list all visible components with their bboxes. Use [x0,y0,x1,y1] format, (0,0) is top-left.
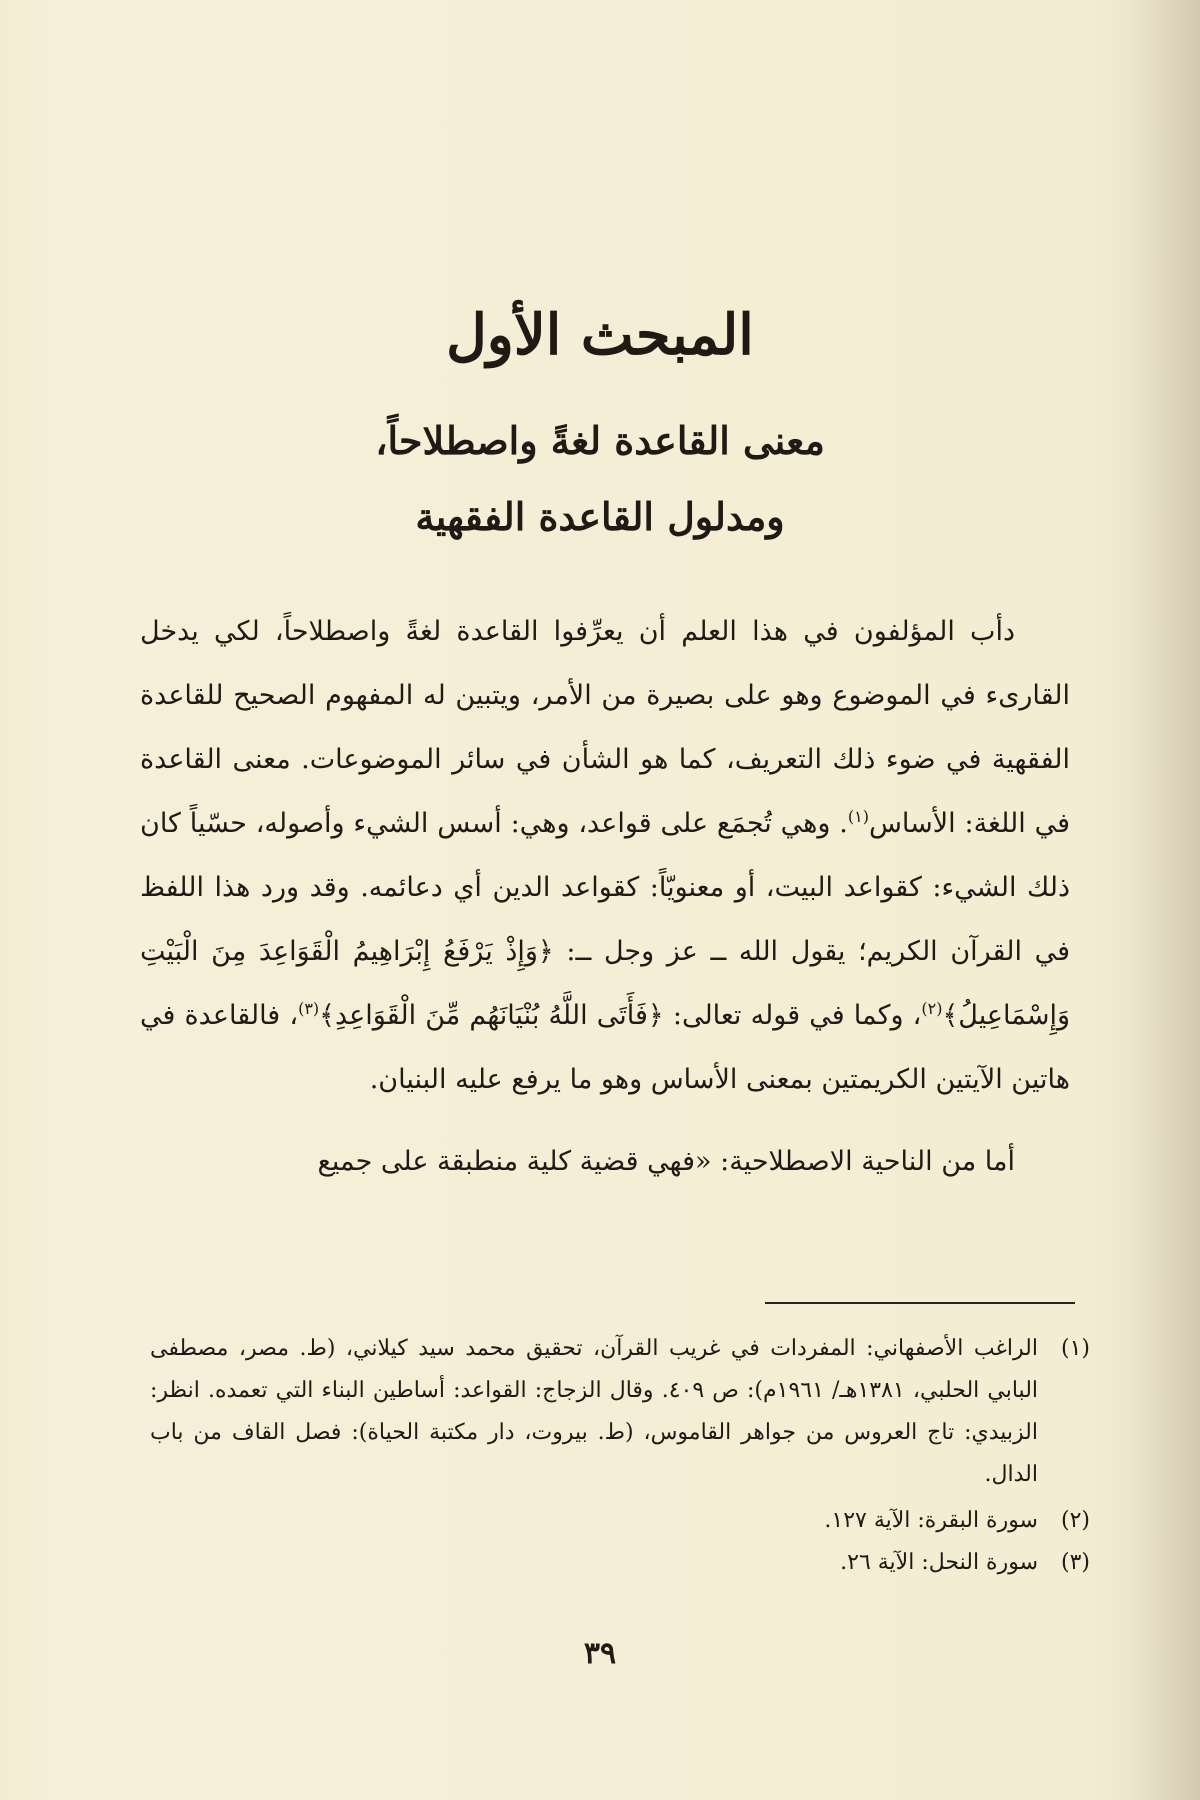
paragraph-1 [140,600,1070,1112]
section-title-line-1: معنى القاعدة لغةً واصطلاحاً، [375,418,825,463]
footnote-text: الراغب الأصفهاني: المفردات في غريب القرآن، تحقيق محمد سيد كيلاني، (ط. مصر، مصطفى البابي الحلبي، ١٣٨١هـ/ ١٩٦١م): ص ٤٠٩. وقال الزجاج: القواعد: أساطين البناء التي تعمده. انظر: الزبيدي: تاج العروس من جواهر القاموس، (ط. بيروت، دار مكتبة الحياة): فصل القاف من باب الدال. [150,1336,1039,1487]
footnote-item [150,1500,1090,1542]
footnote-item [150,1542,1090,1584]
chapter-title: المبحث الأول [446,302,754,368]
quran-verse-2: ﴿فَأَتَى اللَّهُ بُنْيَانَهُم مِّنَ الْقَوَاعِدِ﴾ [319,1000,664,1031]
paragraph-1-part-1: دأب المؤلفون في هذا العلم أن يعرِّفوا القاعدة لغةً واصطلاحاً، لكي يدخل القارىء في الموضوع وهو على بصيرة من الأمر، ويتبين له المفهوم الصحيح للقاعدة الفقهية في ضوء ذلك التعريف، كما هو الشأن في سائر الموضوعات. معنى القاعدة في اللغة: الأساس [140,616,1070,839]
footnote-reference-1: (١) [847,807,869,826]
footnote-text: سورة البقرة: الآية ١٢٧. [824,1508,1038,1533]
body-text [140,600,1070,1194]
footnote-number: (٣) [1060,1550,1090,1575]
quran-verse-1: ﴿وَإِذْ يَرْفَعُ إِبْرَاهِيمُ الْقَوَاعِدَ مِنَ الْبَيْتِ وَإِسْمَاعِيلُ﴾ [140,936,1070,1031]
footnote-text: سورة النحل: الآية ٢٦. [840,1550,1038,1575]
section-title-line-2: ومدلول القاعدة الفقهية [415,494,785,539]
footnotes [150,1328,1090,1584]
footnote-reference-3: (٣) [298,999,320,1018]
paragraph-1-part-3: ، وكما في قوله تعالى: [672,1000,922,1031]
footnote-item [150,1328,1090,1496]
paragraph-1-part-2: . وهي تُجمَع على قواعد، وهي: أسس الشيء وأصوله، حسّياً كان ذلك الشيء: كقواعد البيت، أو معنويّاً: كقواعد الدين أي دعائمه. وقد ورد هذا اللفظ في القرآن الكريم؛ يقول الله ــ عز وجل ــ: [140,808,1070,967]
footnote-reference-2: (٢) [921,999,943,1018]
footnote-number: (١) [1060,1336,1090,1361]
page-number: ٣٩ [583,1636,617,1671]
paragraph-1-part-4: ، فالقاعدة في هاتين الآيتين الكريمتين بمعنى الأساس وهو ما يرفع عليه البنيان. [140,1000,1070,1095]
footnote-separator-line [765,1302,1075,1304]
footnote-number: (٢) [1060,1508,1090,1533]
paragraph-2: أما من الناحية الاصطلاحية: «فهي قضية كلية منطبقة على جميع [317,1146,1015,1177]
